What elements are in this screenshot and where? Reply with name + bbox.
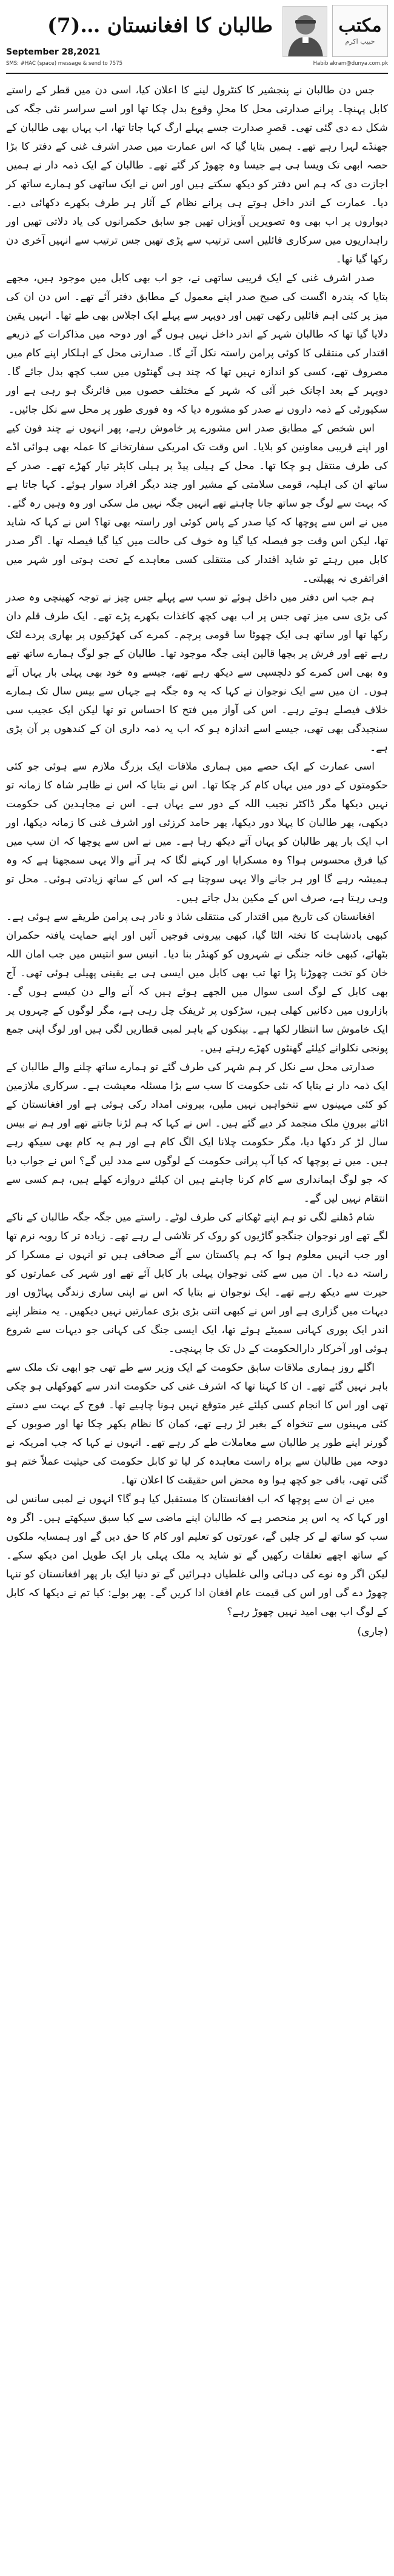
article-paragraph-3: اس شخص کے مطابق صدر اس مشورے پر خاموش رہے، پھر انہوں نے چند فون کیے اور اپنے قریبی معاونین کو بلایا۔ اس وقت تک امریکی سفارتخانے کا عملہ بھی ہوائی اڈے کی طرف منتقل ہو چکا تھا۔ محل کے ہیلی پیڈ پر ہیلی کاپٹر تیار کھڑے تھے۔ صدر کے ساتھ ان کی اہلیہ، قومی سلامتی کے مشیر اور چند دیگر افراد سوار ہوئے۔ کہا جاتا ہے کہ بہت سے لوگ جو ساتھ جانا چاہتے تھے انہیں جگہ نہیں مل سکی اور وہ وہیں رہ گئے۔ میں نے اس سے پوچھا کہ کیا صدر کے پاس کوئی اور راستہ بھی تھا؟ اس نے کہا کہ شاید تھا، لیکن اس وقت جو فیصلہ کیا گیا وہ خوف کی حالت میں کیا گیا فیصلہ تھا۔ اگر صدر کابل میں رہتے تو شاید اقتدار کی منتقلی کسی معاہدے کے تحت ہوتی اور شہر میں افراتفری نہ پھیلتی۔ <box>6 422 388 585</box>
article-paragraph-8: شام ڈھلنے لگی تو ہم اپنے ٹھکانے کی طرف لوٹے۔ راستے میں جگہ جگہ طالبان کے ناکے لگے تھے اور نوجوان جنگجو گاڑیوں کو روک کر تلاشی لے رہے تھے۔ زیادہ تر کا رویہ نرم تھا اور جب انہیں معلوم ہوا کہ ہم پاکستان سے آئے صحافی ہیں تو انہوں نے مسکرا کر راستہ دے دیا۔ ان میں سے کئی نوجوان پہلی بار کابل آئے تھے اور شہر کی عمارتوں کو حیرت سے دیکھ رہے تھے۔ ایک نوجوان نے بتایا کہ اس نے اپنی ساری زندگی پہاڑوں اور دیہات میں گزاری ہے اور اس نے کبھی اتنی بڑی بڑی عمارتیں نہیں دیکھیں۔ یہ منظر اپنے اندر ایک پوری کہانی سمیٹے ہوئے تھا، ایک ایسی جنگ کی کہانی جو دیہات سے شروع ہوئی اور آخرکار دارالحکومت کے دل تک جا پہنچی۔ <box>6 1211 388 1355</box>
article-paragraph-1: جس دن طالبان نے پنجشیر کا کنٹرول لینے کا اعلان کیا، اسی دن میں قطر کے راستے کابل پہنچا۔ پرانے صدارتی محل کا محلِ وقوع بدل چکا تھا اور اسے سراسر نئی جگہ کی شکل دے دی گئی تھی۔ قصرِ صدارت جسے پہلے ارگ کہا جاتا تھا، اب یہاں بھی طالبان کے جھنڈے لہرا رہے تھے۔ ہمیں بتایا گیا کہ اس عمارت میں صدر اشرف غنی کے دفتر کا بڑا حصہ ابھی تک ویسا ہی ہے جیسا وہ چھوڑ کر گئے تھے۔ طالبان کے ایک ذمہ دار نے ہمیں اجازت دی کہ ہم اس دفتر کو دیکھ سکتے ہیں اور اس نے ایک ساتھی کو ہمارے ساتھ کر دیا۔ عمارت کے اندر داخل ہوتے ہی پرانے نظام کے آثار ہر طرف بکھرے دکھائی دیے۔ دیواروں پر اب بھی وہ تصویریں آویزاں تھیں جو سابق حکمرانوں کی یاد دلاتی تھیں اور راہداریوں میں سرکاری فائلیں اسی ترتیب سے پڑی تھیں جس ترتیب سے انہیں آخری دن رکھا گیا تھا۔ <box>6 84 388 265</box>
author-portrait-icon <box>283 7 327 57</box>
author-email: Habib akram@dunya.com.pk <box>313 61 388 67</box>
column-header <box>6 5 388 74</box>
column-date: September 28,2021 <box>6 47 101 57</box>
column-headline: طالبان کا افغانستان …(7) <box>47 13 273 37</box>
column-logo <box>332 5 388 57</box>
continued-note: (جاری) <box>357 1626 388 1638</box>
article-paragraph-7: صدارتی محل سے نکل کر ہم شہر کی طرف گئے تو ہمارے ساتھ چلنے والے طالبان کے ایک ذمہ دار نے بتایا کہ نئی حکومت کا سب سے بڑا مسئلہ معیشت ہے۔ سرکاری ملازمین کو کئی مہینوں سے تنخواہیں نہیں ملیں، بیرونی امداد رکی ہوئی ہے اور افغانستان کے اثاثے بیرونِ ملک منجمد کر دیے گئے ہیں۔ اس نے کہا کہ ہم لڑنا جانتے تھے اور ہم نے بیس سال لڑ کر دکھا دیا، مگر حکومت چلانا ایک الگ کام ہے اور ہم یہ کام بھی سیکھ رہے ہیں۔ میں نے پوچھا کہ کیا آپ پرانی حکومت کے لوگوں سے مدد لیں گے؟ اس نے جواب دیا کہ جو لوگ ایمانداری سے کام کرنا چاہتے ہیں ان کیلئے دروازے کھلے ہیں، ہم کسی سے انتقام نہیں لیں گے۔ <box>6 1061 388 1205</box>
article-paragraph-6: افغانستان کی تاریخ میں اقتدار کی منتقلی شاذ و نادر ہی پرامن طریقے سے ہوئی ہے۔ کبھی بادشاہت کا تختہ الٹا گیا، کبھی بیرونی فوجیں آئیں اور اپنے حمایت یافتہ حکمران بٹھائے، کبھی خانہ جنگی نے شہروں کو کھنڈر بنا دیا۔ انیس سو انتیس میں جب امان اللہ خان کو تخت چھوڑنا پڑا تھا تب بھی کابل میں ایسی ہی بے یقینی پھیلی ہوئی تھی۔ آج بھی کابل کے لوگ اسی سوال میں الجھے ہوئے ہیں کہ آنے والے دن کیسے ہوں گے۔ بازاروں میں دکانیں کھلی ہیں، سڑکوں پر ٹریفک چل رہی ہے، مگر لوگوں کے چہروں پر ایک خاموش سا انتظار لکھا ہے۔ بینکوں کے باہر لمبی قطاریں لگی ہیں اور لوگ اپنی جمع پونجی نکلوانے کیلئے گھنٹوں کھڑے رہتے ہیں۔ <box>6 911 388 1054</box>
article-paragraph-5: اسی عمارت کے ایک حصے میں ہماری ملاقات ایک بزرگ ملازم سے ہوئی جو کئی حکومتوں کے دور میں یہاں کام کر چکا تھا۔ اس نے بتایا کہ اس نے ظاہر شاہ کا زمانہ تو نہیں دیکھا مگر ڈاکٹر نجیب اللہ کے دور سے یہاں ہے۔ اس نے مجاہدین کی حکومت دیکھی، پھر طالبان کا پہلا دور دیکھا، پھر حامد کرزئی اور اشرف غنی کا زمانہ دیکھا، اور اب ایک بار پھر طالبان کو یہاں آتے دیکھ رہا ہے۔ میں نے اس سے پوچھا کہ ان سب میں کیا فرق محسوس ہوا؟ وہ مسکرایا اور کہنے لگا کہ ہر آنے والا یہی سمجھتا ہے کہ وہ ہمیشہ رہے گا اور ہر جانے والا یہی سوچتا ہے کہ اس کے ساتھ زیادتی ہوئی۔ محل تو وہی رہتا ہے، صرف اس کے مکین بدل جاتے ہیں۔ <box>6 760 388 904</box>
author-portrait <box>282 6 327 57</box>
article-paragraph-10: میں نے ان سے پوچھا کہ اب افغانستان کا مستقبل کیا ہو گا؟ انہوں نے لمبی سانس لی اور کہا کہ یہ اس پر منحصر ہے کہ طالبان اپنے ماضی سے کیا سبق سیکھتے ہیں۔ اگر وہ سب کو ساتھ لے کر چلیں گے، عورتوں کو تعلیم اور کام کا حق دیں گے اور ہمسایہ ملکوں کے ساتھ اچھے تعلقات رکھیں گے تو شاید یہ ملک پہلی بار ایک طویل امن دیکھ سکے۔ لیکن اگر وہ نوے کی دہائی والی غلطیاں دہرائیں گے تو دنیا ایک بار پھر افغانستان کو تنہا چھوڑ دے گی اور اس کی قیمت عام افغان ادا کریں گے۔ پھر بولے: کیا تم نے دیکھا کہ کابل کے لوگ اب بھی امید نہیں چھوڑ رہے؟ <box>6 1493 388 1618</box>
article-paragraph-2: صدر اشرف غنی کے ایک قریبی ساتھی نے، جو اب بھی کابل میں موجود ہیں، مجھے بتایا کہ پندرہ اگست کی صبح صدر اپنے معمول کے مطابق دفتر آئے تھے۔ اس دن ان کی میز پر کئی اہم فائلیں رکھی تھیں اور دوپہر سے پہلے ایک اجلاس بھی طے تھا۔ انہیں یقین دلایا گیا تھا کہ طالبان شہر کے اندر داخل نہیں ہوں گے اور دوحہ میں مذاکرات کے ذریعے اقتدار کی منتقلی کا کوئی پرامن راستہ نکل آئے گا۔ صدارتی محل کے اہلکار اپنے کام میں مصروف تھے، کسی کو اندازہ نہیں تھا کہ چند ہی گھنٹوں میں سب کچھ بدل جائے گا۔ دوپہر کے بعد اچانک خبر آئی کہ شہر کے مختلف حصوں میں فائرنگ ہو رہی ہے اور سکیورٹی کے ذمہ داروں نے صدر کو مشورہ دیا کہ وہ فوری طور پر محل سے نکل جائیں۔ <box>6 272 388 416</box>
logo-subtext: حبیب اکرم <box>345 37 375 45</box>
article-body <box>6 81 388 1642</box>
article-paragraph-9: اگلے روز ہماری ملاقات سابق حکومت کے ایک وزیر سے طے تھی جو ابھی تک ملک سے باہر نہیں گئے تھے۔ ان کا کہنا تھا کہ اشرف غنی کی حکومت اندر سے کھوکھلی ہو چکی تھی اور اس کا انجام کسی کیلئے غیر متوقع نہیں ہونا چاہیے تھا۔ فوج کے بہت سے دستے کئی مہینوں سے تنخواہ کے بغیر لڑ رہے تھے، کمان کا نظام بکھر چکا تھا اور صوبوں کے گورنر اپنے طور پر طالبان سے معاملات طے کر رہے تھے۔ انہوں نے کہا کہ جب امریکہ نے دوحہ میں طالبان سے براہ راست معاہدہ کر لیا تو کابل حکومت کی حیثیت عملاً ختم ہو گئی تھی، باقی جو کچھ ہوا وہ محض اس حقیقت کا اعلان تھا۔ <box>6 1362 388 1486</box>
sms-note: SMS: #HAC (space) message & send to 7575 <box>6 61 123 67</box>
article-paragraph-4: ہم جب اس دفتر میں داخل ہوئے تو سب سے پہلے جس چیز نے توجہ کھینچی وہ صدر کی بڑی سی میز تھی جس پر اب بھی کچھ کاغذات بکھرے پڑے تھے۔ ایک طرف قلم دان رکھا تھا اور ساتھ ہی ایک چھوٹا سا قومی پرچم۔ کمرے کی کھڑکیوں پر بھاری پردے لٹک رہے تھے اور فرش پر بچھا قالین اپنی جگہ موجود تھا۔ طالبان کے جو لوگ ہمارے ساتھ تھے وہ بھی اس کمرے کو دلچسپی سے دیکھ رہے تھے، جیسے وہ خود بھی پہلی بار یہاں آئے ہوں۔ ان میں سے ایک نوجوان نے کہا کہ یہ وہ جگہ ہے جہاں سے بیس سال تک ہمارے خلاف فیصلے ہوتے رہے۔ اس کی آواز میں فتح کا احساس تو تھا لیکن ایک عجیب سی سنجیدگی بھی تھی، جیسے اسے اندازہ ہو کہ اب یہ ذمہ داری ان کے کندھوں پر آن پڑی ہے۔ <box>6 591 388 754</box>
logo-text: مکتب <box>338 15 382 36</box>
